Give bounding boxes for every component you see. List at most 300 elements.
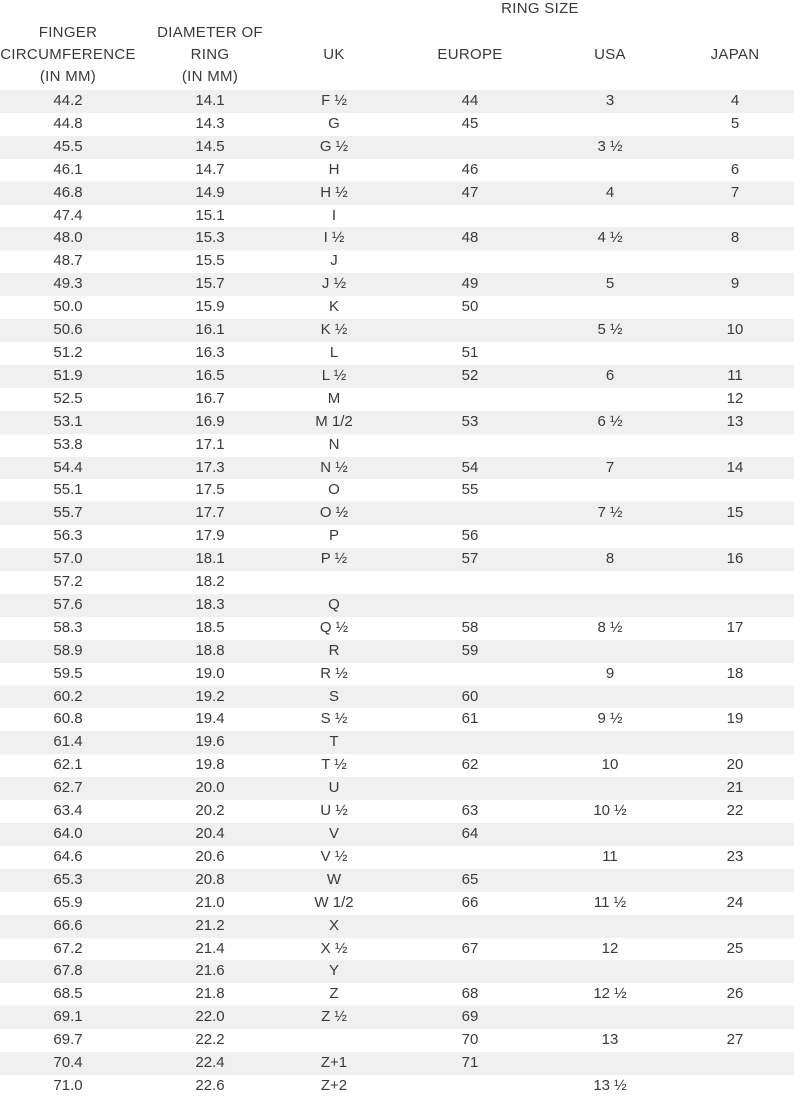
ring-diameter-cell: 16.5	[195, 366, 225, 384]
usa-size-cell	[550, 479, 670, 502]
europe-size-cell	[410, 319, 530, 342]
europe-size-cell: 50	[461, 298, 479, 316]
usa-size-cell: 5	[605, 275, 615, 293]
europe-size-cell: 68	[461, 985, 479, 1003]
table-row	[0, 136, 794, 159]
europe-size-cell: 60	[461, 687, 479, 705]
uk-size-cell: F ½	[321, 92, 347, 109]
europe-size-cell: 64	[461, 825, 479, 842]
table-row	[0, 571, 794, 594]
table-row	[0, 846, 794, 869]
ring-diameter-cell: 14.1	[195, 92, 225, 109]
ring-diameter-cell: 17.9	[195, 527, 225, 545]
table-body	[0, 90, 794, 1098]
europe-size-cell: 61	[461, 710, 479, 728]
japan-size-cell	[690, 823, 780, 846]
europe-size-cell	[410, 731, 530, 754]
usa-size-cell	[550, 823, 670, 846]
finger-circumference-cell: 47.4	[53, 206, 83, 224]
europe-size-cell	[410, 846, 530, 869]
usa-size-cell: 13 ½	[593, 1076, 627, 1094]
usa-size-cell: 6 ½	[597, 412, 623, 430]
ring-diameter-cell: 17.1	[195, 435, 225, 453]
uk-size-cell	[274, 1029, 394, 1052]
finger-circumference-cell: 68.5	[53, 985, 83, 1003]
europe-size-cell: 45	[461, 114, 479, 132]
table-header	[0, 22, 794, 88]
ring-diameter-cell: 14.3	[195, 114, 225, 132]
finger-circumference-cell: 70.4	[53, 1054, 83, 1072]
finger-circumference-cell: 64.0	[53, 825, 83, 842]
ring-diameter-cell: 14.7	[195, 160, 225, 178]
finger-circumference-cell: 45.5	[53, 137, 83, 155]
japan-size-cell: 24	[726, 893, 744, 911]
finger-circumference-cell: 55.7	[53, 504, 83, 522]
uk-size-cell: X	[328, 916, 339, 934]
table-row	[0, 938, 794, 961]
ring-diameter-cell: 16.1	[195, 321, 225, 339]
finger-circumference-cell: 61.4	[53, 733, 83, 751]
finger-circumference-cell: 67.8	[53, 962, 83, 980]
europe-size-cell: 54	[461, 458, 479, 476]
japan-size-cell: 27	[726, 1031, 744, 1049]
usa-size-cell: 3	[605, 92, 615, 109]
europe-size-cell: 66	[461, 893, 479, 911]
finger-circumference-cell: 71.0	[53, 1076, 83, 1094]
usa-size-cell: 13	[601, 1031, 619, 1049]
europe-size-cell	[410, 777, 530, 800]
japan-size-cell	[690, 960, 780, 983]
uk-size-cell: L ½	[321, 366, 347, 384]
europe-size-cell: 67	[461, 939, 479, 957]
usa-size-cell	[550, 342, 670, 365]
usa-size-cell: 8 ½	[597, 618, 623, 636]
uk-size-cell: P	[328, 527, 339, 545]
japan-size-cell	[690, 594, 780, 617]
table-row	[0, 205, 794, 228]
table-row	[0, 1052, 794, 1075]
europe-size-cell	[410, 434, 530, 457]
table-row	[0, 869, 794, 892]
usa-size-cell: 9	[605, 664, 615, 682]
table-row	[0, 548, 794, 571]
finger-circumference-cell: 53.1	[53, 412, 83, 430]
europe-size-cell: 55	[461, 481, 479, 499]
uk-size-cell: H ½	[320, 183, 348, 201]
japan-size-cell	[690, 434, 780, 457]
europe-size-cell: 62	[461, 756, 479, 774]
table-row	[0, 823, 794, 846]
japan-size-cell: 10	[726, 321, 744, 339]
europe-size-cell: 46	[461, 160, 479, 178]
uk-size-cell: X ½	[320, 939, 348, 957]
table-row	[0, 525, 794, 548]
finger-circumference-cell: 48.0	[53, 229, 83, 247]
table-row	[0, 800, 794, 823]
finger-circumference-cell: 65.3	[53, 870, 83, 888]
japan-size-cell: 14	[726, 458, 744, 476]
table-row	[0, 159, 794, 182]
uk-size-cell: K	[328, 298, 339, 316]
uk-size-cell: Z	[329, 985, 339, 1003]
uk-size-cell: V ½	[320, 847, 348, 865]
finger-circumference-cell: 62.7	[53, 779, 83, 797]
table-row	[0, 617, 794, 640]
ring-diameter-cell: 22.6	[195, 1076, 225, 1094]
finger-circumference-cell: 60.8	[53, 710, 83, 728]
usa-size-cell	[550, 250, 670, 273]
japan-size-cell: 23	[726, 847, 744, 865]
japan-size-cell: 5	[730, 114, 740, 132]
table-row	[0, 1029, 794, 1052]
finger-circumference-cell: 59.5	[53, 664, 83, 682]
uk-size-cell: O	[328, 481, 340, 499]
usa-size-cell	[550, 915, 670, 938]
ring-diameter-cell: 17.5	[195, 481, 225, 499]
finger-circumference-cell: 66.6	[53, 916, 83, 934]
uk-size-cell	[274, 571, 394, 594]
usa-size-cell: 10 ½	[593, 802, 627, 820]
ring-diameter-cell: 18.5	[195, 618, 225, 636]
uk-size-cell: G ½	[319, 137, 349, 155]
ring-diameter-cell: 18.8	[195, 641, 225, 659]
table-row	[0, 273, 794, 296]
japan-size-cell: 15	[726, 504, 744, 522]
europe-size-cell: 49	[461, 275, 479, 293]
finger-circumference-cell: 57.0	[53, 550, 83, 568]
ring-diameter-cell: 20.8	[195, 870, 225, 888]
usa-size-cell: 6	[605, 366, 615, 384]
ring-diameter-cell: 21.4	[195, 939, 225, 957]
finger-circumference-cell: 67.2	[53, 939, 83, 957]
europe-size-cell: 56	[461, 527, 479, 545]
uk-size-cell: V	[328, 825, 339, 842]
table-row	[0, 319, 794, 342]
ring-size-title: RING SIZE	[501, 0, 579, 17]
europe-size-cell	[410, 388, 530, 411]
usa-size-cell	[550, 731, 670, 754]
ring-diameter-cell: 15.1	[195, 206, 225, 224]
uk-size-cell: S	[328, 687, 339, 705]
usa-size-cell	[550, 1006, 670, 1029]
finger-circumference-cell: 51.2	[53, 343, 83, 361]
uk-size-cell: R	[328, 641, 340, 659]
table-row	[0, 227, 794, 250]
uk-size-cell: S ½	[320, 710, 348, 728]
uk-size-cell: U ½	[320, 802, 348, 820]
japan-size-cell: 9	[730, 275, 740, 293]
finger-circumference-cell: 58.9	[53, 641, 83, 659]
table-row	[0, 663, 794, 686]
europe-size-cell: 48	[461, 229, 479, 247]
japan-size-cell: 26	[726, 985, 744, 1003]
ring-diameter-cell: 21.8	[195, 985, 225, 1003]
usa-size-cell: 12 ½	[593, 985, 627, 1003]
ring-diameter-cell: 14.9	[195, 183, 225, 201]
usa-size-cell: 7	[605, 458, 615, 476]
europe-size-cell: 65	[461, 870, 479, 888]
ring-diameter-cell: 16.3	[195, 343, 225, 361]
finger-circumference-cell: 44.8	[53, 114, 83, 132]
table-row	[0, 342, 794, 365]
europe-size-cell: 52	[461, 366, 479, 384]
finger-circumference-cell: 69.7	[53, 1031, 83, 1049]
table-row	[0, 915, 794, 938]
japan-size-cell	[690, 205, 780, 228]
uk-size-cell: N	[328, 435, 340, 453]
usa-size-cell	[550, 388, 670, 411]
uk-size-cell: T	[329, 733, 339, 751]
usa-size-cell	[550, 434, 670, 457]
europe-size-cell	[410, 205, 530, 228]
japan-size-cell: 11	[727, 366, 743, 384]
ring-diameter-cell: 15.5	[195, 252, 225, 270]
ring-diameter-cell: 20.4	[195, 825, 225, 842]
ring-diameter-cell: 19.2	[195, 687, 225, 705]
table-row	[0, 479, 794, 502]
ring-diameter-cell: 16.7	[195, 389, 225, 407]
usa-size-cell: 4	[605, 183, 615, 201]
europe-size-cell: 59	[461, 641, 479, 659]
finger-circumference-cell: 64.6	[53, 847, 83, 865]
usa-size-cell	[550, 686, 670, 709]
header-finger-circumference: FINGER CIRCUMFERENCE (IN MM)	[0, 24, 136, 85]
usa-size-cell: 4 ½	[597, 229, 623, 247]
usa-size-cell	[550, 960, 670, 983]
finger-circumference-cell: 69.1	[53, 1008, 83, 1026]
finger-circumference-cell: 46.1	[53, 160, 83, 178]
ring-diameter-cell: 19.4	[195, 710, 225, 728]
usa-size-cell	[550, 594, 670, 617]
europe-size-cell	[410, 250, 530, 273]
ring-diameter-cell: 22.4	[195, 1054, 225, 1072]
table-row	[0, 1075, 794, 1098]
ring-diameter-cell: 20.2	[195, 802, 225, 820]
uk-size-cell: O ½	[319, 504, 349, 522]
japan-size-cell	[690, 1006, 780, 1029]
table-row	[0, 182, 794, 205]
table-row	[0, 892, 794, 915]
header-japan: JAPAN	[710, 46, 760, 63]
uk-size-cell: M	[327, 389, 341, 407]
ring-diameter-cell: 15.3	[195, 229, 225, 247]
japan-size-cell	[690, 296, 780, 319]
japan-size-cell	[690, 869, 780, 892]
uk-size-cell: Y	[328, 962, 339, 980]
uk-size-cell: W 1/2	[314, 893, 354, 911]
finger-circumference-cell: 65.9	[53, 893, 83, 911]
table-row	[0, 296, 794, 319]
finger-circumference-cell: 62.1	[53, 756, 83, 774]
europe-size-cell	[410, 915, 530, 938]
japan-size-cell: 20	[726, 756, 744, 774]
usa-size-cell	[550, 869, 670, 892]
japan-size-cell: 18	[726, 664, 744, 682]
ring-diameter-cell: 16.9	[195, 412, 225, 430]
japan-size-cell: 19	[726, 710, 744, 728]
japan-size-cell	[690, 250, 780, 273]
europe-size-cell	[410, 960, 530, 983]
table-row	[0, 388, 794, 411]
table-row	[0, 754, 794, 777]
europe-size-cell: 58	[461, 618, 479, 636]
japan-size-cell: 17	[726, 618, 744, 636]
europe-size-cell: 70	[461, 1031, 479, 1049]
europe-size-cell: 47	[461, 183, 479, 201]
ring-diameter-cell: 19.6	[195, 733, 225, 751]
table-row	[0, 365, 794, 388]
japan-size-cell: 25	[726, 939, 744, 957]
japan-size-cell: 6	[730, 160, 740, 178]
usa-size-cell	[550, 159, 670, 182]
ring-diameter-cell: 17.7	[195, 504, 225, 522]
ring-diameter-cell: 22.2	[195, 1031, 225, 1049]
usa-size-cell: 7 ½	[597, 504, 623, 522]
table-row	[0, 434, 794, 457]
usa-size-cell	[550, 777, 670, 800]
japan-size-cell: 7	[730, 183, 740, 201]
finger-circumference-cell: 57.2	[53, 573, 83, 591]
japan-size-cell: 8	[730, 229, 740, 247]
uk-size-cell: Q	[328, 595, 340, 613]
usa-size-cell: 11 ½	[593, 893, 627, 911]
japan-size-cell: 12	[726, 389, 744, 407]
header-usa: USA	[594, 46, 626, 63]
japan-size-cell	[690, 136, 780, 159]
table-row	[0, 640, 794, 663]
ring-diameter-cell: 18.3	[195, 595, 225, 613]
japan-size-cell: 22	[726, 802, 744, 820]
europe-size-cell: 51	[461, 343, 479, 361]
uk-size-cell: U	[328, 779, 340, 797]
finger-circumference-cell: 63.4	[53, 802, 83, 820]
ring-diameter-cell: 21.0	[195, 893, 225, 911]
japan-size-cell	[690, 686, 780, 709]
usa-size-cell	[550, 525, 670, 548]
europe-size-cell: 71	[461, 1054, 479, 1072]
table-row	[0, 411, 794, 434]
usa-size-cell	[550, 296, 670, 319]
finger-circumference-cell: 50.6	[53, 321, 83, 339]
europe-size-cell: 69	[461, 1008, 479, 1026]
uk-size-cell: Z+2	[320, 1076, 348, 1094]
uk-size-cell: J	[330, 252, 338, 270]
table-row	[0, 90, 794, 113]
header-europe: EUROPE	[437, 46, 503, 63]
uk-size-cell: N ½	[320, 458, 348, 476]
uk-size-cell: Z+1	[320, 1054, 348, 1072]
japan-size-cell: 21	[726, 779, 744, 797]
ring-diameter-cell: 15.7	[195, 275, 225, 293]
usa-size-cell: 10	[601, 756, 619, 774]
finger-circumference-cell: 55.1	[53, 481, 83, 499]
ring-diameter-cell: 17.3	[195, 458, 225, 476]
finger-circumference-cell: 54.4	[53, 458, 83, 476]
uk-size-cell: Z ½	[321, 1008, 347, 1026]
usa-size-cell: 3 ½	[597, 137, 623, 155]
finger-circumference-cell: 51.9	[53, 366, 83, 384]
table-row	[0, 502, 794, 525]
uk-size-cell: W	[326, 870, 342, 888]
japan-size-cell	[690, 525, 780, 548]
finger-circumference-cell: 53.8	[53, 435, 83, 453]
japan-size-cell	[690, 915, 780, 938]
ring-diameter-cell: 21.6	[195, 962, 225, 980]
header-uk: UK	[323, 46, 345, 63]
uk-size-cell: P ½	[320, 550, 348, 568]
finger-circumference-cell: 48.7	[53, 252, 83, 270]
ring-diameter-cell: 20.6	[195, 847, 225, 865]
europe-size-cell	[410, 1075, 530, 1098]
uk-size-cell: K ½	[320, 321, 348, 339]
ring-diameter-cell: 18.1	[195, 550, 225, 568]
ring-diameter-cell: 15.9	[195, 298, 225, 316]
usa-size-cell: 5 ½	[597, 321, 623, 339]
table-row	[0, 250, 794, 273]
europe-size-cell	[410, 502, 530, 525]
usa-size-cell	[550, 205, 670, 228]
usa-size-cell	[550, 113, 670, 136]
uk-size-cell: G	[328, 114, 340, 132]
europe-size-cell: 44	[461, 92, 479, 109]
uk-size-cell: Q ½	[319, 618, 349, 636]
uk-size-cell: L	[329, 343, 339, 361]
usa-size-cell: 9 ½	[597, 710, 623, 728]
usa-size-cell: 8	[605, 550, 615, 568]
ring-diameter-cell: 18.2	[195, 573, 225, 591]
finger-circumference-cell: 49.3	[53, 275, 83, 293]
uk-size-cell: J ½	[321, 275, 347, 293]
europe-size-cell	[410, 663, 530, 686]
japan-size-cell	[690, 640, 780, 663]
uk-size-cell: R ½	[320, 664, 348, 682]
finger-circumference-cell: 44.2	[53, 92, 83, 109]
ring-diameter-cell: 19.0	[195, 664, 225, 682]
japan-size-cell: 16	[726, 550, 744, 568]
japan-size-cell: 4	[730, 92, 740, 109]
europe-size-cell: 57	[461, 550, 479, 568]
europe-size-cell: 63	[461, 802, 479, 820]
finger-circumference-cell: 56.3	[53, 527, 83, 545]
table-row	[0, 960, 794, 983]
finger-circumference-cell: 50.0	[53, 298, 83, 316]
japan-size-cell	[690, 1052, 780, 1075]
usa-size-cell: 12	[601, 939, 619, 957]
usa-size-cell	[550, 640, 670, 663]
japan-size-cell	[690, 571, 780, 594]
finger-circumference-cell: 46.8	[53, 183, 83, 201]
table-row	[0, 457, 794, 480]
japan-size-cell: 13	[726, 412, 744, 430]
usa-size-cell: 11	[602, 847, 618, 865]
table-row	[0, 686, 794, 709]
japan-size-cell	[690, 479, 780, 502]
table-row	[0, 113, 794, 136]
table-row	[0, 594, 794, 617]
europe-size-cell	[410, 594, 530, 617]
japan-size-cell	[690, 1075, 780, 1098]
japan-size-cell	[690, 731, 780, 754]
finger-circumference-cell: 58.3	[53, 618, 83, 636]
uk-size-cell: T ½	[321, 756, 347, 774]
europe-size-cell: 53	[461, 412, 479, 430]
finger-circumference-cell: 60.2	[53, 687, 83, 705]
finger-circumference-cell: 57.6	[53, 595, 83, 613]
ring-diameter-cell: 14.5	[195, 137, 225, 155]
header-ring-diameter: DIAMETER OF RING (IN MM)	[157, 24, 263, 85]
usa-size-cell	[550, 571, 670, 594]
table-row	[0, 731, 794, 754]
